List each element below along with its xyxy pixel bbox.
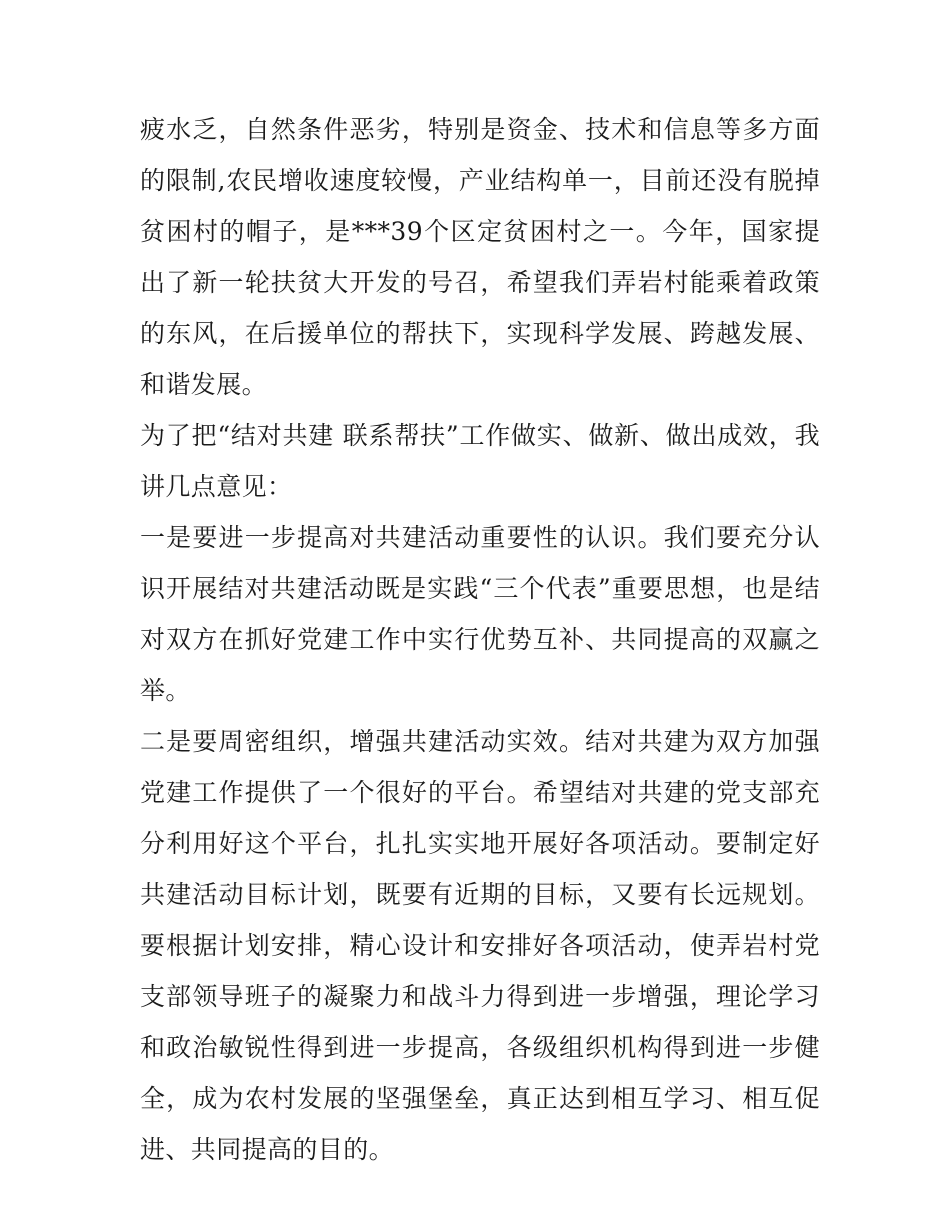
- paragraph-opinions-lead: 为了把“结对共建 联系帮扶”工作做实、做新、做出成效，我讲几点意见：: [140, 421, 820, 501]
- paragraph-point-one: 一是要进一步提高对共建活动重要性的认识。我们要充分认识开展结对共建活动既是实践“三个代表”重要思想，也是结对双方在抓好党建工作中实行优势互补、共同提高的双赢之举。: [140, 523, 820, 705]
- paragraph-intro-conditions: 疲水乏，自然条件恶劣，特别是资金、技术和信息等多方面的限制,农民增收速度较慢，产业结构单一，目前还没有脱掉贫困村的帽子，是***39个区定贫困村之一。今年，国家提出了新一轮扶贫大开发的号召，希望我们弄岩村能乘着政策的东风，在后援单位的帮扶下，实现科学发展、跨越发展、和谐发展。: [140, 115, 820, 399]
- paragraph-point-two: 二是要周密组织，增强共建活动实效。结对共建为双方加强党建工作提供了一个很好的平台。希望结对共建的党支部充分利用好这个平台，扎扎实实地开展好各项活动。要制定好共建活动目标计划，既要有近期的目标，又要有长远规划。要根据计划安排，精心设计和安排好各项活动，使弄岩村党支部领导班子的凝聚力和战斗力得到进一步增强，理论学习和政治敏锐性得到进一步提高，各级组织机构得到进一步健全，成为农村发展的坚强堡垒，真正达到相互学习、相互促进、共同提高的目的。: [140, 727, 820, 1164]
- document-body: [140, 104, 820, 1175]
